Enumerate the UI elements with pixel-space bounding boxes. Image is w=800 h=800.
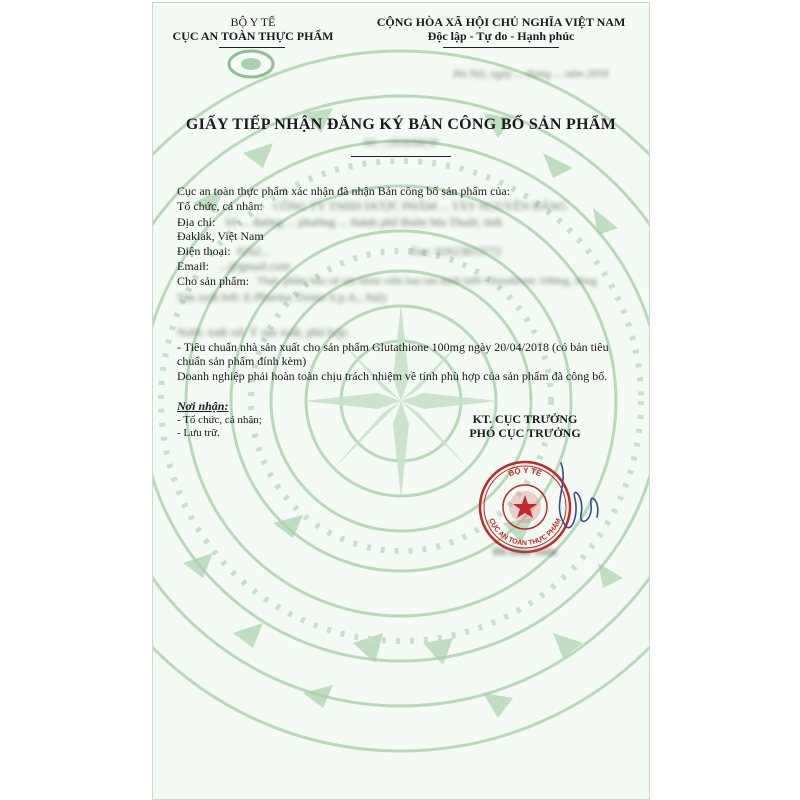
address-line2: Đaklak, Việt Nam bbox=[177, 229, 264, 243]
header-left bbox=[153, 15, 353, 43]
certificate-document bbox=[152, 2, 650, 800]
signer-position: PHÓ CỤC TRƯỞNG bbox=[469, 426, 581, 440]
signer-title: KT. CỤC TRƯỞNG bbox=[472, 412, 578, 426]
ministry-name: BỘ Y TẾ bbox=[230, 15, 276, 29]
header-right-rule bbox=[443, 47, 559, 48]
department-logo bbox=[227, 49, 275, 79]
signer-name: Đỗ Hữu Tuấn bbox=[492, 546, 558, 558]
document-title: GIẤY TIẾP NHẬN ĐĂNG KÝ BẢN CÔNG BỐ SẢN PHẨM bbox=[185, 116, 617, 133]
address-value: Số ... đường ... phường ... thành phố Buôn Ma Thuột, tỉnh bbox=[225, 215, 503, 229]
phone-label: Điện thoại: bbox=[177, 244, 231, 258]
recipient-item: - Tổ chức, cá nhân; bbox=[177, 414, 262, 426]
email-label: Email: bbox=[177, 259, 209, 273]
country-name: CỘNG HÒA XÃ HỘI CHỦ NGHĨA VIỆT NAM bbox=[376, 15, 626, 29]
handwritten-signature bbox=[541, 455, 611, 555]
header-left-rule bbox=[219, 47, 285, 48]
product-label: Cho sản phẩm: bbox=[177, 274, 249, 288]
recipients-label: Nơi nhận: bbox=[177, 399, 229, 413]
email-value: ...@gmail.com bbox=[219, 259, 291, 273]
place-date: Hà Nội, ngày ... tháng ... năm 2018 bbox=[453, 68, 609, 80]
document-number: Số: .../2018/ĐKSP bbox=[363, 138, 439, 149]
seal-bottom-text: CỤC AN TOÀN THỰC PHẨM bbox=[487, 517, 563, 548]
responsibility-text: Doanh nghiệp phải hoàn toàn chịu trách nhiệm về tính phù hợp của sản phẩm đã công bố. bbox=[177, 369, 608, 383]
origin-label: Nước xuất xứ: Ý sản xuất, phù hợp: bbox=[177, 325, 350, 339]
standard-line1: - Tiêu chuẩn nhà sản xuất cho sản phẩm Glutathione 100mg ngày 20/04/2018 (có bản tiêu bbox=[177, 340, 609, 354]
national-motto: Độc lập - Tự do - Hạnh phúc bbox=[427, 29, 575, 43]
org-label: Tổ chức, cá nhân: bbox=[177, 199, 263, 213]
title-rule bbox=[351, 156, 451, 157]
intro-text: Cục an toàn thực phẩm xác nhận đã nhận Bản công bố sản phẩm của: bbox=[177, 184, 511, 198]
seal-top-text: BỘ Y TẾ bbox=[507, 465, 544, 479]
recipient-item: - Lưu trữ. bbox=[177, 427, 220, 439]
fax-value: Fax: 02623813772 bbox=[411, 244, 502, 258]
header-right bbox=[353, 15, 649, 43]
address-label: Địa chỉ: bbox=[177, 215, 216, 229]
standard-line2: chuẩn sản phẩm đính kèm) bbox=[177, 354, 307, 368]
phone-value: 0262... bbox=[237, 244, 270, 258]
org-value: CÔNG TY TNHH DƯỢC PHẨM ... TÂY NGUYÊN ĐĂNG bbox=[273, 199, 568, 213]
department-name: CỤC AN TOÀN THỰC PHẨM bbox=[172, 29, 334, 43]
manufacturer-value: Sản xuất bởi: E-Pharma Trento S.p.A., Italy bbox=[177, 290, 388, 304]
product-value: Thực phẩm bảo vệ sức khỏe viên bao tan dưới lưỡi Glutathione 100mg, đóng bbox=[257, 275, 597, 287]
